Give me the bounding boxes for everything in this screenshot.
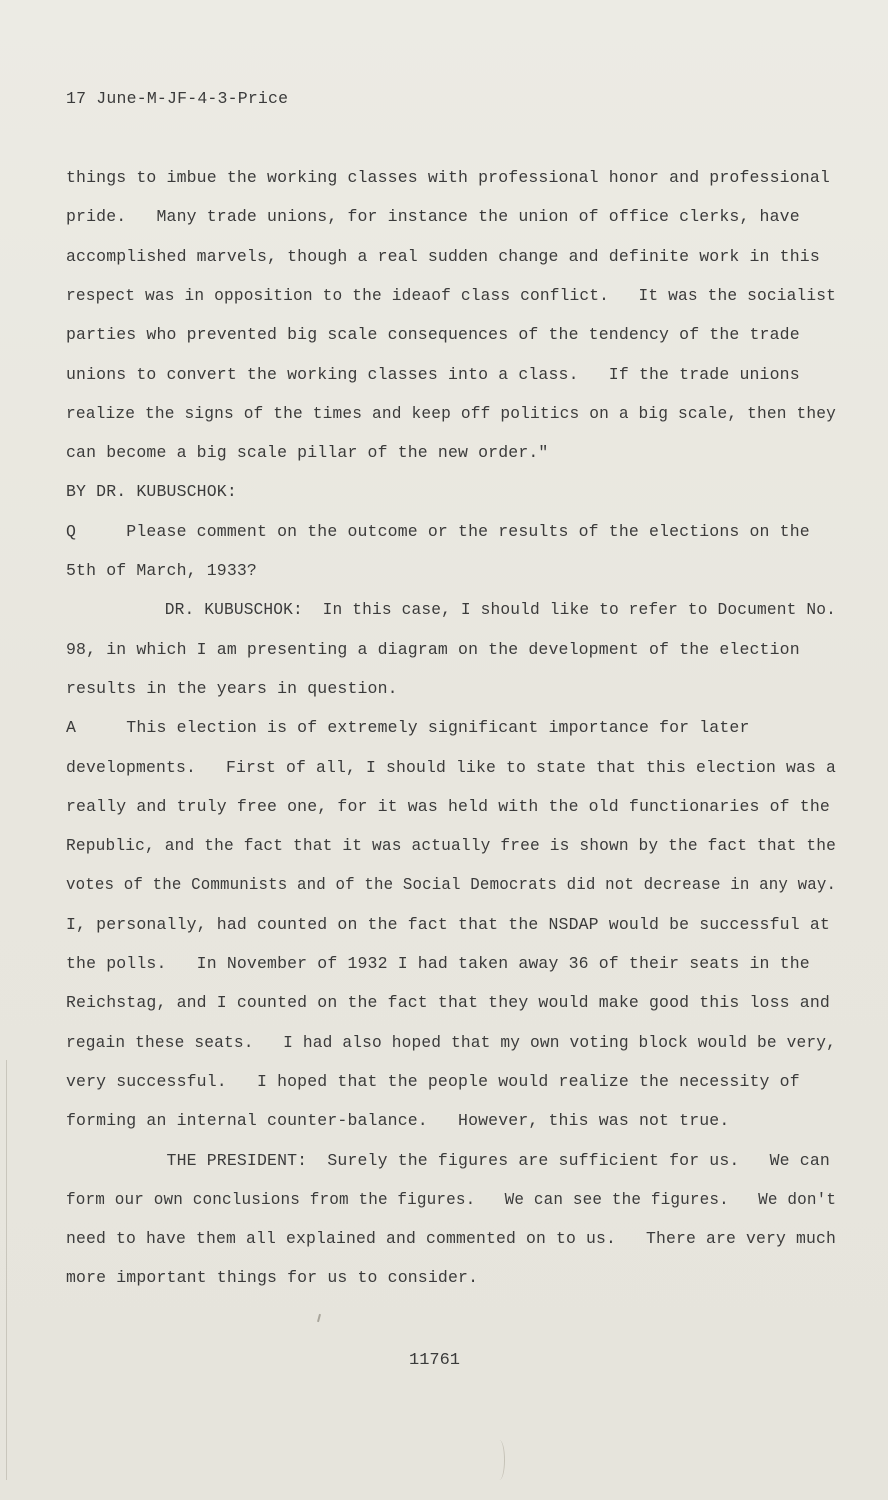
transcript-line: form our own conclusions from the figures. We can see the figures. We don't <box>66 1189 837 1209</box>
transcript-line: unions to convert the working classes into a class. If the trade unions <box>66 364 800 384</box>
transcript-line: 98, in which I am presenting a diagram on the development of the election <box>66 639 800 659</box>
transcript-line: respect was in opposition to the ideaof class conflict. It was the socialist <box>66 285 836 305</box>
page-edge <box>0 1060 7 1480</box>
transcript-line: votes of the Communists and of the Social Democrats did not decrease in any way. <box>66 875 837 895</box>
transcript-line: need to have them all explained and commented on to us. There are very much <box>66 1229 836 1249</box>
transcript-line: results in the years in question. <box>66 678 398 698</box>
transcript-line: 5th of March, 1933? <box>66 561 257 580</box>
answer-line: A This election is of extremely significant importance for later <box>66 718 750 738</box>
speaker-heading: BY DR. KUBUSCHOK: <box>66 482 237 502</box>
transcript-line: can become a big scale pillar of the new order." <box>66 443 549 463</box>
page-number: 11761 <box>409 1351 461 1370</box>
stray-mark <box>494 1440 505 1480</box>
transcript-line: forming an internal counter-balance. However, this was not true. <box>66 1111 730 1131</box>
speaker-line: THE PRESIDENT: Surely the figures are sufficient for us. We can <box>66 1150 830 1170</box>
question-line: Q Please comment on the outcome or the results of the elections on the <box>66 521 810 541</box>
transcript-line: accomplished marvels, though a real sudden change and definite work in this <box>66 246 820 266</box>
transcript-line: things to imbue the working classes with professional honor and professional <box>66 168 830 187</box>
transcript-line: the polls. In November of 1932 I had taken away 36 of their seats in the <box>66 954 810 973</box>
transcript-line: Reichstag, and I counted on the fact that they would make good this loss and <box>66 993 830 1013</box>
stray-mark <box>317 1314 321 1322</box>
transcript-line: regain these seats. I had also hoped that my own voting block would be very, <box>66 1032 836 1052</box>
speaker-line: DR. KUBUSCHOK: In this case, I should like to refer to Document No. <box>66 600 836 620</box>
transcript-line: parties who prevented big scale consequences of the tendency of the trade <box>66 325 800 345</box>
document-reference: 17 June-M-JF-4-3-Price <box>66 89 289 108</box>
transcript-line: Republic, and the fact that it was actually free is shown by the fact that the <box>66 836 836 856</box>
transcript-line: really and truly free one, for it was held with the old functionaries of the <box>66 796 830 816</box>
transcript-line: pride. Many trade unions, for instance the union of office clerks, have <box>66 207 800 227</box>
transcript-line: I, personally, had counted on the fact that the NSDAP would be successful at <box>66 914 830 934</box>
transcript-line: developments. First of all, I should like to state that this election was a <box>66 757 836 777</box>
transcript-line: realize the signs of the times and keep off politics on a big scale, then they <box>66 403 836 423</box>
transcript-line: more important things for us to consider. <box>66 1268 479 1288</box>
transcript-line: very successful. I hoped that the people would realize the necessity of <box>66 1071 800 1091</box>
